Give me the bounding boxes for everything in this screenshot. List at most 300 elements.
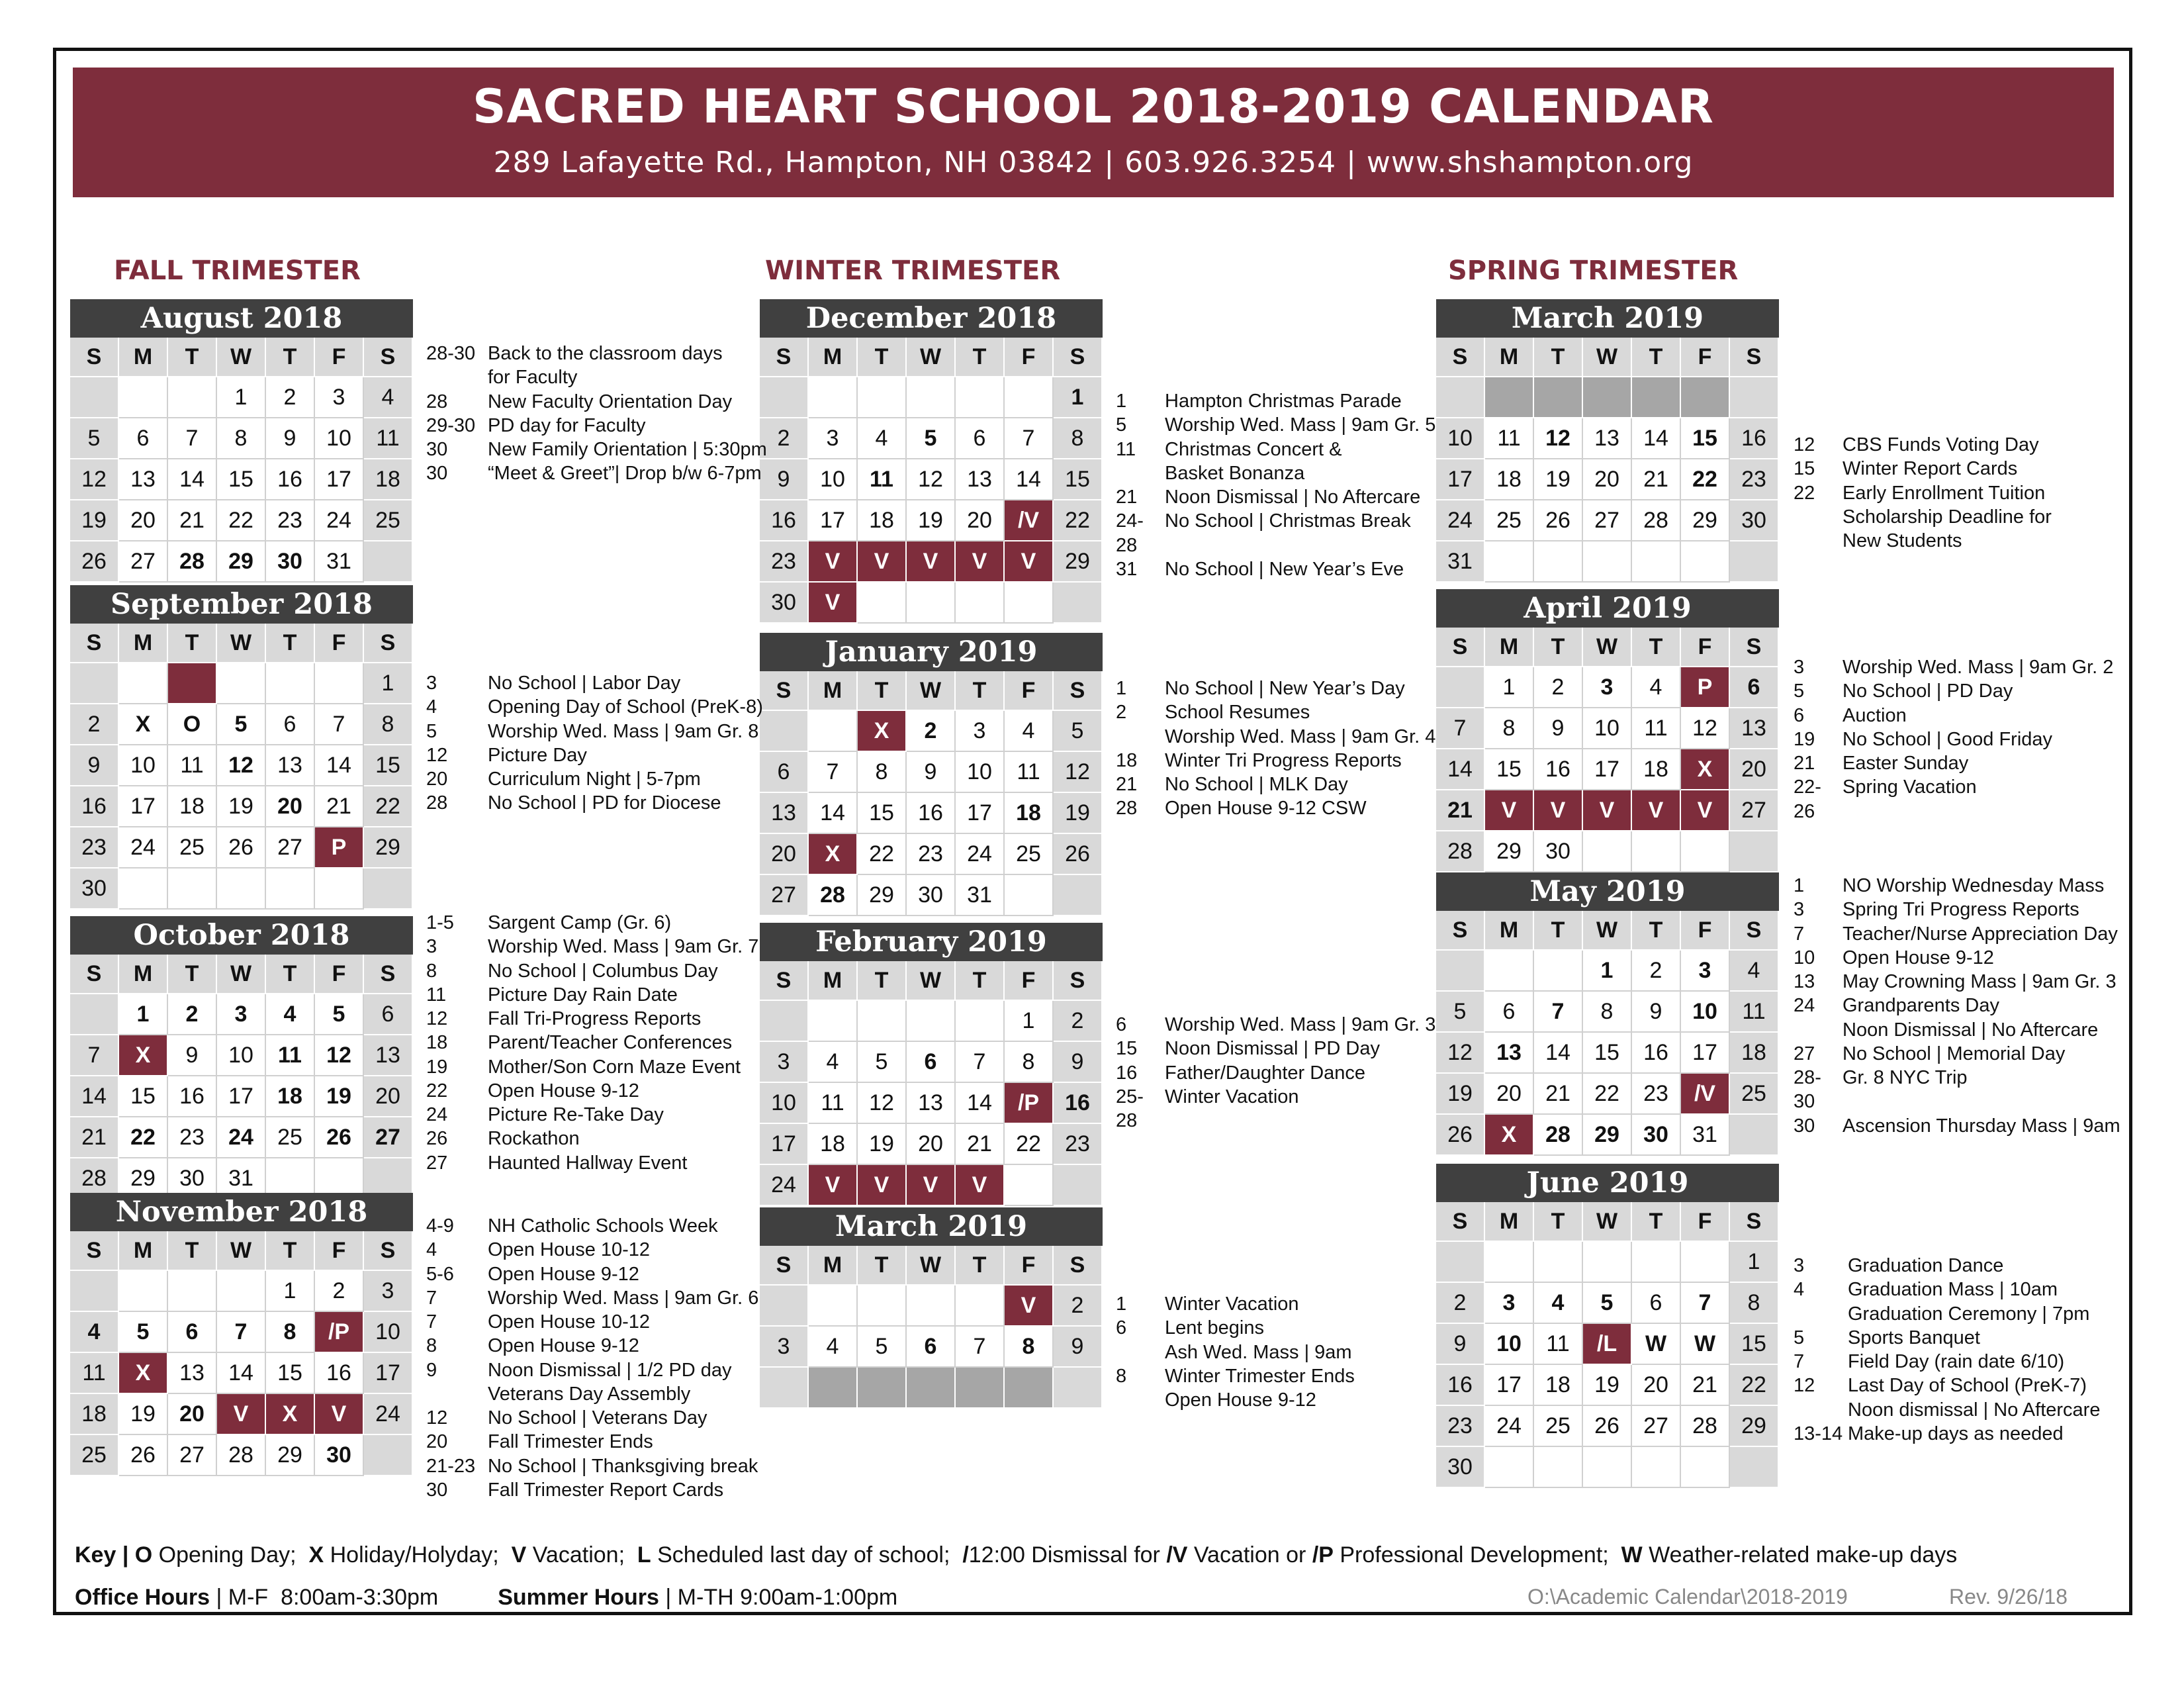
calendar-day: 19 (1436, 1074, 1485, 1115)
spring-trimester-heading: SPRING TRIMESTER (1448, 256, 1739, 286)
event-description: Winter Vacation (1165, 1086, 1299, 1107)
week-row (70, 994, 413, 1035)
event-date: 15 (1794, 458, 1815, 480)
week-row (760, 834, 1103, 875)
weekday-row (760, 1246, 1103, 1286)
event-description: Auction (1843, 704, 1907, 726)
calendar-day: 6 (907, 1042, 956, 1083)
calendar-empty-cell (168, 377, 217, 418)
calendar-day: 21 (1534, 1074, 1583, 1115)
calendar-day: 7 (217, 1312, 266, 1353)
weekday-label: M (119, 1231, 168, 1271)
calendar-day: 7 (956, 1327, 1005, 1368)
weekday-label: M (119, 338, 168, 377)
calendar-day: 4 (70, 1312, 119, 1353)
calendar-day: 14 (1005, 459, 1054, 500)
event-description: Mother/Son Corn Maze Event (488, 1056, 741, 1078)
calendar-day: 23 (70, 827, 119, 868)
event-description: Veterans Day Assembly (488, 1383, 691, 1405)
calendar-day: 2 (70, 704, 119, 745)
week-row (760, 418, 1103, 459)
weekday-label: W (907, 961, 956, 1001)
key-symbol: X (308, 1542, 324, 1568)
event-date: 12 (426, 1407, 448, 1429)
event-item (426, 1103, 758, 1127)
calendar-empty-cell (760, 1368, 809, 1409)
calendar-day: V (809, 1165, 858, 1206)
calendar-empty-cell (1005, 1165, 1054, 1206)
calendar-day: 19 (315, 1076, 364, 1117)
key-symbol: / (962, 1542, 969, 1568)
event-item (426, 414, 767, 438)
calendar-day: 14 (1534, 1033, 1583, 1074)
calendar-day: 9 (1632, 992, 1681, 1033)
event-description: Winter Vacation (1165, 1293, 1299, 1315)
calendar-day: 4 (1632, 667, 1681, 708)
week-row (760, 1327, 1103, 1368)
calendar-empty-cell (1485, 951, 1534, 992)
calendar-day: 15 (1485, 749, 1534, 790)
calendar-day: 6 (1632, 1283, 1681, 1324)
event-item (426, 1214, 758, 1238)
calendar-day: 9 (1534, 708, 1583, 749)
weekday-label: W (217, 955, 266, 994)
calendar-day: 4 (266, 994, 315, 1035)
calendar-april-2019 (1436, 589, 1779, 872)
event-item (1116, 1013, 1435, 1037)
weekday-label: F (315, 624, 364, 663)
calendar-day: 29 (1583, 1115, 1632, 1156)
weekday-label: T (956, 1246, 1005, 1286)
event-description: Lent begins (1165, 1317, 1264, 1339)
calendar-empty-cell (760, 711, 809, 752)
event-date: 3 (1794, 899, 1805, 921)
event-item (1794, 704, 2113, 727)
calendar-day: 2 (168, 994, 217, 1035)
calendar-day: 19 (217, 786, 266, 827)
calendar-day: 7 (1681, 1283, 1730, 1324)
event-item (1794, 1422, 2100, 1446)
month-header: January 2019 (760, 633, 1103, 671)
page-title: SACRED HEART SCHOOL 2018-2019 CALENDAR (473, 79, 1714, 134)
calendar-day: 23 (168, 1117, 217, 1158)
calendar-day: 5 (315, 994, 364, 1035)
week-row (1436, 541, 1779, 583)
calendar-day: 11 (858, 459, 907, 500)
calendar-day: 25 (1730, 1074, 1779, 1115)
event-date: 4 (1794, 1279, 1805, 1301)
event-date: 7 (1794, 923, 1805, 945)
calendar-day: 9 (1054, 1327, 1103, 1368)
calendar-october-2018 (70, 916, 413, 1199)
weekday-row (1436, 338, 1779, 377)
event-date: 12 (426, 744, 448, 766)
calendar-day: 17 (1583, 749, 1632, 790)
calendar-day: 11 (1005, 752, 1054, 793)
calendar-day: 21 (315, 786, 364, 827)
calendar-day: 15 (1681, 418, 1730, 459)
calendar-day: 29 (266, 1435, 315, 1476)
calendar-day: /P (315, 1312, 364, 1353)
event-date (1116, 725, 1165, 749)
calendar-day: 7 (1436, 708, 1485, 749)
calendar-day: 5 (1436, 992, 1485, 1033)
event-date: 5-6 (426, 1263, 454, 1285)
weekday-label: S (70, 1231, 119, 1271)
week-row (1436, 418, 1779, 459)
event-date: 1 (1116, 678, 1127, 699)
event-description: Worship Wed. Mass | 9am Gr. 5 (1165, 414, 1436, 436)
event-item (1794, 775, 2113, 823)
event-date: 19 (426, 1056, 448, 1078)
week-row (70, 704, 413, 745)
event-item (1794, 1278, 2100, 1301)
calendar-empty-cell (168, 663, 217, 704)
calendar-empty-cell (1534, 377, 1583, 418)
calendar-empty-cell (907, 1286, 956, 1327)
calendar-day: 17 (760, 1124, 809, 1165)
calendar-day: 25 (1485, 500, 1534, 541)
event-date: 20 (426, 1431, 448, 1453)
weekday-label: S (364, 624, 413, 663)
event-item (1116, 1292, 1355, 1316)
office-hours-text: | M-F 8:00am-3:30pm (210, 1585, 439, 1610)
event-date (1116, 1340, 1165, 1364)
calendar-day: 6 (956, 418, 1005, 459)
event-date: 13 (1794, 971, 1815, 992)
calendar-day: 13 (760, 793, 809, 834)
calendar-day: 14 (1632, 418, 1681, 459)
calendar-day: 10 (1485, 1324, 1534, 1365)
calendar-day: 15 (858, 793, 907, 834)
calendar-empty-cell (760, 1001, 809, 1042)
calendar-day: 11 (1534, 1324, 1583, 1365)
calendar-day: 9 (266, 418, 315, 459)
calendar-day: 18 (266, 1076, 315, 1117)
calendar-day: 11 (809, 1083, 858, 1124)
weekday-label: F (1005, 671, 1054, 711)
calendar-empty-cell (907, 1001, 956, 1042)
event-description: Rockathon (488, 1128, 580, 1150)
calendar-day: 13 (364, 1035, 413, 1076)
calendar-day: 16 (70, 786, 119, 827)
week-row (760, 1286, 1103, 1327)
calendar-day: 28 (1534, 1115, 1583, 1156)
calendar-day: V (858, 541, 907, 583)
week-row (760, 793, 1103, 834)
week-row (1436, 1115, 1779, 1156)
event-description: No School | PD for Diocese (488, 792, 721, 814)
calendar-empty-cell (1485, 377, 1534, 418)
event-description: Early Enrollment Tuition (1843, 482, 2046, 504)
events-april-2019 (1794, 655, 2113, 823)
calendar-day: 10 (119, 745, 168, 786)
event-description: May Crowning Mass | 9am Gr. 3 (1843, 971, 2116, 992)
calendar-day: 7 (70, 1035, 119, 1076)
calendar-day: V (1681, 790, 1730, 831)
calendar-day: 29 (1485, 831, 1534, 872)
calendar-day: 17 (217, 1076, 266, 1117)
event-item (1794, 1398, 2100, 1422)
event-item (426, 1334, 758, 1358)
week-row (70, 377, 413, 418)
event-description: Open House 9-12 (1165, 1389, 1316, 1411)
month-header: February 2019 (760, 923, 1103, 961)
calendar-day: 21 (168, 500, 217, 541)
calendar-day: 6 (1730, 667, 1779, 708)
event-description: New Family Orientation | 5:30pm (488, 439, 767, 460)
events-november-2018 (426, 1214, 758, 1502)
calendar-day: 24 (315, 500, 364, 541)
event-date (1794, 1018, 1843, 1042)
event-item (1116, 1061, 1435, 1085)
week-row (760, 1124, 1103, 1165)
event-description: Noon dismissal | No Aftercare (1848, 1399, 2101, 1421)
week-row (70, 500, 413, 541)
calendar-day: 31 (217, 1158, 266, 1199)
weekday-label: M (809, 338, 858, 377)
event-date (1116, 1388, 1165, 1412)
calendar-day: 12 (217, 745, 266, 786)
calendar-day: 29 (858, 875, 907, 916)
calendar-empty-cell (1681, 1242, 1730, 1283)
weekday-label: S (1054, 338, 1103, 377)
week-row (1436, 1242, 1779, 1283)
event-date (1794, 505, 1843, 529)
event-description: Easter Sunday (1843, 753, 1969, 774)
calendar-day: 31 (1436, 541, 1485, 583)
event-item (1794, 946, 2120, 970)
calendar-day: V (1534, 790, 1583, 831)
calendar-day: 3 (956, 711, 1005, 752)
event-description: Fall Tri-Progress Reports (488, 1008, 702, 1029)
event-date: 21 (1794, 753, 1815, 774)
calendar-empty-cell (1534, 1242, 1583, 1283)
calendar-day: 25 (1005, 834, 1054, 875)
calendar-empty-cell (760, 1286, 809, 1327)
calendar-empty-cell (119, 663, 168, 704)
calendar-empty-cell (907, 377, 956, 418)
calendar-day: 19 (1583, 1365, 1632, 1406)
calendar-day: 19 (858, 1124, 907, 1165)
event-description: Worship Wed. Mass | 9am Gr. 2 (1843, 657, 2114, 678)
calendar-day: 12 (1054, 752, 1103, 793)
week-row (760, 1083, 1103, 1124)
event-description: NO Worship Wednesday Mass (1843, 875, 2105, 896)
weekday-label: W (217, 624, 266, 663)
calendar-day: 18 (364, 459, 413, 500)
calendar-day: X (119, 704, 168, 745)
calendar-march-2019 (1436, 299, 1779, 583)
calendar-empty-cell (1054, 1165, 1103, 1206)
event-description: Father/Daughter Dance (1165, 1062, 1366, 1084)
week-row (1436, 749, 1779, 790)
event-item (426, 983, 758, 1007)
event-date: 27 (1794, 1043, 1815, 1064)
calendar-day: 31 (1681, 1115, 1730, 1156)
calendar-day: 19 (1054, 793, 1103, 834)
calendar-day: 26 (119, 1435, 168, 1476)
week-row (70, 1271, 413, 1312)
calendar-day: 6 (168, 1312, 217, 1353)
weekday-label: S (1436, 911, 1485, 951)
event-item (426, 1406, 758, 1430)
event-item (1794, 874, 2120, 898)
calendar-empty-cell (1730, 1447, 1779, 1488)
event-item (1794, 970, 2120, 994)
calendar-empty-cell (168, 868, 217, 910)
event-item (1794, 1326, 2100, 1350)
weekday-label: S (1054, 671, 1103, 711)
key-text: Vacation or (1187, 1542, 1312, 1568)
week-row (760, 541, 1103, 583)
event-item (1794, 1374, 2100, 1397)
event-item (1116, 1316, 1355, 1340)
event-date: 22 (426, 1080, 448, 1102)
key-text: Vacation; (526, 1542, 637, 1568)
event-item (1794, 1042, 2120, 1066)
week-row (760, 1368, 1103, 1409)
calendar-day: 24 (760, 1165, 809, 1206)
calendar-empty-cell (1632, 377, 1681, 418)
calendar-day: 11 (266, 1035, 315, 1076)
calendar-day: 13 (1583, 418, 1632, 459)
calendar-day: 21 (1681, 1365, 1730, 1406)
month-header: June 2019 (1436, 1164, 1779, 1202)
event-description: Open House 9-12 (488, 1263, 639, 1285)
weekday-row (70, 1231, 413, 1271)
weekday-row (70, 955, 413, 994)
calendar-day: 4 (858, 418, 907, 459)
calendar-june-2019 (1436, 1164, 1779, 1488)
calendar-day: 29 (1054, 541, 1103, 583)
event-description: Noon Dismissal | No Aftercare (1843, 1019, 2099, 1041)
event-date: 30 (1794, 1115, 1815, 1137)
event-date: 5 (1116, 414, 1127, 436)
event-item (1116, 773, 1435, 796)
calendar-empty-cell (119, 868, 168, 910)
calendar-day: 9 (70, 745, 119, 786)
week-row (1436, 992, 1779, 1033)
calendar-empty-cell (1436, 377, 1485, 418)
calendar-day: 24 (1485, 1406, 1534, 1447)
calendar-day: 22 (1583, 1074, 1632, 1115)
calendar-day: 16 (760, 500, 809, 541)
calendar-day: 26 (315, 1117, 364, 1158)
event-date: 3 (426, 936, 437, 958)
event-date: 21 (1116, 487, 1138, 508)
weekday-label: W (217, 1231, 266, 1271)
weekday-label: W (1583, 338, 1632, 377)
week-row (1436, 1324, 1779, 1365)
event-item (1794, 457, 2052, 481)
calendar-day: V (858, 1165, 907, 1206)
events-june-2019 (1794, 1254, 2100, 1446)
calendar-day: 4 (809, 1327, 858, 1368)
event-date: 21 (1116, 774, 1138, 795)
weekday-label: T (1534, 628, 1583, 667)
event-description: No School | New Year’s Eve (1165, 558, 1404, 580)
calendar-empty-cell (364, 868, 413, 910)
event-item (426, 1127, 758, 1150)
event-date: 15 (1116, 1038, 1138, 1060)
calendar-day: 20 (1583, 459, 1632, 500)
calendar-day: 13 (907, 1083, 956, 1124)
calendar-january-2019 (760, 633, 1103, 916)
calendar-empty-cell (315, 868, 364, 910)
event-description: No School | Columbus Day (488, 960, 718, 982)
calendar-day: 18 (809, 1124, 858, 1165)
calendar-day: 10 (809, 459, 858, 500)
calendar-day: 1 (1054, 377, 1103, 418)
office-hours-label: Office Hours (75, 1585, 210, 1610)
calendar-day: 22 (1005, 1124, 1054, 1165)
week-row (1436, 667, 1779, 708)
month-header: October 2018 (70, 916, 413, 955)
calendar-day: 23 (1632, 1074, 1681, 1115)
calendar-day: 21 (1436, 790, 1485, 831)
calendar-empty-cell (809, 1286, 858, 1327)
calendar-day: 10 (217, 1035, 266, 1076)
calendar-day: 5 (70, 418, 119, 459)
calendar-day: 5 (1054, 711, 1103, 752)
event-description: Parent/Teacher Conferences (488, 1032, 733, 1054)
event-item (1116, 677, 1435, 700)
calendar-day: 13 (1730, 708, 1779, 749)
weekday-label: T (1632, 1202, 1681, 1242)
calendar-day: 3 (315, 377, 364, 418)
event-item (426, 1031, 758, 1055)
calendar-day: 30 (1534, 831, 1583, 872)
calendar-empty-cell (956, 377, 1005, 418)
calendar-day: 8 (858, 752, 907, 793)
calendar-day: 15 (1730, 1324, 1779, 1365)
week-row (70, 1435, 413, 1476)
event-description: New Faculty Orientation Day (488, 391, 733, 412)
event-item (1116, 485, 1435, 509)
weekday-label: W (907, 1246, 956, 1286)
calendar-day: 3 (1583, 667, 1632, 708)
calendar-day: 4 (1730, 951, 1779, 992)
event-date: 7 (426, 1311, 437, 1333)
event-description: No School | PD Day (1843, 680, 2013, 702)
event-item (1794, 727, 2113, 751)
calendar-day: 30 (907, 875, 956, 916)
file-path: O:\Academic Calendar\2018-2019 (1527, 1585, 1848, 1609)
event-date: 10 (1794, 947, 1815, 968)
week-row (70, 541, 413, 583)
calendar-empty-cell (858, 583, 907, 624)
event-item (426, 342, 767, 365)
calendar-empty-cell (1485, 541, 1534, 583)
calendar-day: V (956, 541, 1005, 583)
calendar-day: 25 (266, 1117, 315, 1158)
event-description: No School | New Year’s Day (1165, 678, 1405, 699)
weekday-label: S (70, 624, 119, 663)
week-row (70, 868, 413, 910)
calendar-day: 15 (1054, 459, 1103, 500)
calendar-empty-cell (809, 1001, 858, 1042)
calendar-day: 26 (1054, 834, 1103, 875)
calendar-september-2018 (70, 585, 413, 910)
weekday-label: S (70, 955, 119, 994)
calendar-day: 7 (809, 752, 858, 793)
calendar-empty-cell (364, 541, 413, 583)
calendar-empty-cell (907, 583, 956, 624)
event-item (1116, 1037, 1435, 1060)
events-february-2019 (1116, 1013, 1435, 1133)
calendar-day: 5 (1583, 1283, 1632, 1324)
